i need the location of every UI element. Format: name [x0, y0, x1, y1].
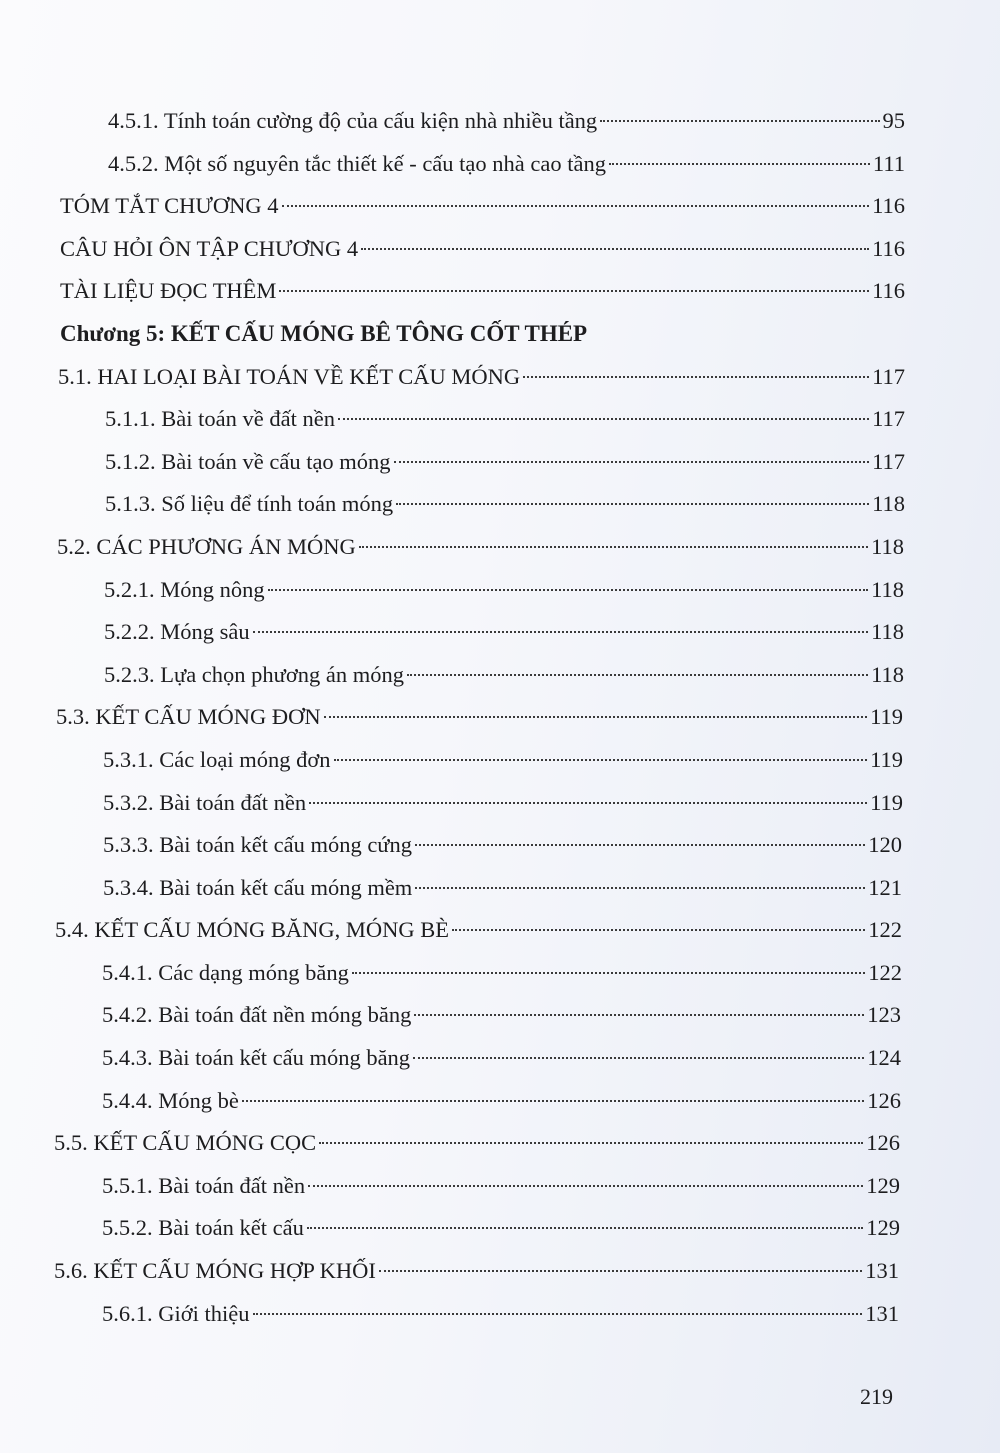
- toc-entry-page: 118: [871, 619, 904, 645]
- toc-entry-page: 117: [872, 448, 905, 474]
- toc-entry-page: 118: [871, 533, 904, 559]
- dot-leader: [415, 844, 865, 846]
- dot-leader: [253, 1313, 863, 1315]
- toc-section-entry: [0, 1250, 899, 1293]
- dot-leader: [396, 503, 869, 505]
- dot-leader: [413, 1057, 864, 1059]
- toc-entry-label: 5.4.2. Bài toán đất nền móng băng: [102, 1002, 412, 1028]
- dot-leader: [253, 631, 868, 633]
- toc-subsection-entry: [0, 1037, 901, 1080]
- toc-entry-label: 5.3. KẾT CẤU MÓNG ĐƠN: [56, 704, 321, 730]
- toc-entry-label: 5.3.2. Bài toán đất nền: [103, 789, 307, 815]
- toc-entry-page: 118: [871, 661, 904, 687]
- toc-entry-page: 117: [872, 363, 905, 389]
- toc-entry-label: TÓM TẮT CHƯƠNG 4: [60, 193, 279, 219]
- dot-leader: [307, 1227, 863, 1229]
- toc-subsection-entry: [0, 441, 905, 484]
- toc-entry-label: 5.3.4. Bài toán kết cấu móng mềm: [103, 874, 413, 900]
- toc-entry-page: 121: [868, 874, 902, 900]
- toc-entry-label: TÀI LIỆU ĐỌC THÊM: [60, 278, 277, 304]
- toc-entry-label: 5.2.2. Móng sâu: [104, 619, 250, 645]
- dot-leader: [452, 929, 865, 931]
- toc-subsection-entry: [0, 867, 902, 910]
- toc-entry-page: 126: [867, 1087, 901, 1113]
- toc-subsection-entry: [0, 100, 905, 143]
- dot-leader: [282, 205, 870, 207]
- toc-entry-label: 5.6. KẾT CẤU MÓNG HỢP KHỐI: [54, 1258, 376, 1284]
- dot-leader: [415, 887, 865, 889]
- toc-section-entry: [0, 909, 902, 952]
- dot-leader: [308, 1185, 863, 1187]
- toc-entry-page: 129: [866, 1172, 900, 1198]
- toc-entry-page: 116: [872, 235, 905, 261]
- dot-leader: [324, 716, 867, 718]
- toc-section-entry: [0, 526, 904, 569]
- toc-subsection-entry: [0, 654, 904, 697]
- toc-entry-page: 131: [865, 1258, 899, 1284]
- toc-entry-page: 111: [872, 150, 905, 176]
- toc-entry-label: 4.5.2. Một số nguyên tắc thiết kế - cấu tạo nhà cao tầng: [108, 150, 606, 176]
- toc-entry-page: 95: [882, 108, 905, 133]
- toc-entry-label: 5.1.1. Bài toán về đất nền: [105, 406, 335, 432]
- toc-subsection-entry: [0, 782, 903, 825]
- toc-entry-label: 5.2.1. Móng nông: [104, 576, 265, 602]
- toc-entry-page: 116: [872, 193, 905, 219]
- toc-entry-page: 129: [866, 1215, 900, 1241]
- toc-entry-label: CÂU HỎI ÔN TẬP CHƯƠNG 4: [60, 235, 359, 261]
- dot-leader: [361, 248, 869, 250]
- toc-entry-label: 5.3.1. Các loại móng đơn: [103, 746, 331, 772]
- toc-entry-page: 118: [871, 576, 904, 602]
- toc-subsection-entry: [0, 739, 903, 782]
- toc-entry-page: 123: [867, 1002, 901, 1028]
- dot-leader: [600, 120, 879, 122]
- toc-entry-label: 5.4.4. Móng bè: [102, 1087, 239, 1113]
- dot-leader: [279, 290, 869, 292]
- toc-subsection-entry: [0, 952, 902, 995]
- toc-section-entry: [0, 1122, 900, 1165]
- toc-entry-page: 120: [868, 832, 902, 858]
- toc-entry-page: 122: [868, 959, 902, 985]
- toc-entry-label: 5.1.2. Bài toán về cấu tạo móng: [105, 448, 391, 474]
- dot-leader: [414, 1014, 864, 1016]
- page-number: 219: [860, 1384, 893, 1409]
- toc-entry-label: Chương 5: KẾT CẤU MÓNG BÊ TÔNG CỐT THÉP: [60, 320, 588, 346]
- toc-subsection-entry: [0, 824, 902, 867]
- toc-entry-page: 122: [868, 917, 902, 943]
- toc-section-entry: [0, 696, 903, 739]
- table-of-contents: [0, 100, 1000, 1335]
- toc-entry-page: 119: [870, 704, 903, 730]
- toc-entry-page: 126: [866, 1130, 900, 1156]
- dot-leader: [379, 1270, 862, 1272]
- toc-entry-label: 5.4.1. Các dạng móng băng: [102, 959, 349, 985]
- toc-entry-label: 5.2. CÁC PHƯƠNG ÁN MÓNG: [57, 533, 356, 559]
- dot-leader: [352, 972, 865, 974]
- toc-entry-label: 5.4.3. Bài toán kết cấu móng băng: [102, 1045, 411, 1071]
- toc-subsection-entry: [0, 1293, 899, 1336]
- toc-subsection-entry: [0, 1080, 901, 1123]
- dot-leader: [394, 461, 870, 463]
- dot-leader: [309, 802, 867, 804]
- toc-entry-label: 5.5.2. Bài toán kết cấu: [102, 1215, 304, 1241]
- toc-subsection-entry: [0, 611, 904, 654]
- toc-entry-page: 124: [867, 1045, 901, 1071]
- toc-section-entry: [0, 185, 905, 228]
- dot-leader: [609, 163, 870, 165]
- toc-entry-label: 5.5. KẾT CẤU MÓNG CỌC: [54, 1130, 317, 1156]
- toc-subsection-entry: [0, 483, 905, 526]
- toc-subsection-entry: [0, 1207, 900, 1250]
- toc-entry-label: 5.5.1. Bài toán đất nền: [102, 1172, 306, 1198]
- dot-leader: [338, 418, 869, 420]
- toc-section-entry: [0, 270, 905, 313]
- dot-leader: [334, 759, 868, 761]
- dot-leader: [407, 674, 868, 676]
- dot-leader: [242, 1100, 864, 1102]
- toc-entry-label: 5.2.3. Lựa chọn phương án móng: [104, 661, 404, 687]
- dot-leader: [523, 376, 869, 378]
- toc-entry-label: 5.1.3. Số liệu để tính toán móng: [105, 491, 394, 517]
- toc-subsection-entry: [0, 398, 905, 441]
- dot-leader: [359, 546, 868, 548]
- toc-subsection-entry: [0, 994, 901, 1037]
- toc-entry-page: 117: [872, 406, 905, 432]
- toc-section-entry: [0, 228, 905, 271]
- toc-subsection-entry: [0, 1165, 900, 1208]
- dot-leader: [268, 589, 868, 591]
- toc-subsection-entry: [0, 143, 905, 186]
- toc-entry-page: 131: [865, 1300, 899, 1326]
- toc-entry-page: 119: [870, 789, 903, 815]
- toc-chapter-heading: [0, 313, 905, 356]
- toc-entry-label: 5.3.3. Bài toán kết cấu móng cứng: [103, 832, 413, 858]
- toc-entry-label: 5.4. KẾT CẤU MÓNG BĂNG, MÓNG BÈ: [55, 917, 449, 943]
- toc-section-entry: [0, 356, 905, 399]
- toc-entry-page: 116: [872, 278, 905, 304]
- toc-entry-label: 5.1. HAI LOẠI BÀI TOÁN VỀ KẾT CẤU MÓNG: [58, 363, 521, 389]
- dot-leader: [319, 1142, 863, 1144]
- toc-entry-label: 4.5.1. Tính toán cường độ của cấu kiện nhà nhiều tầng: [108, 108, 598, 133]
- toc-entry-page: 119: [870, 746, 903, 772]
- toc-entry-label: 5.6.1. Giới thiệu: [102, 1300, 250, 1326]
- toc-subsection-entry: [0, 569, 904, 612]
- toc-entry-page: 118: [872, 491, 905, 517]
